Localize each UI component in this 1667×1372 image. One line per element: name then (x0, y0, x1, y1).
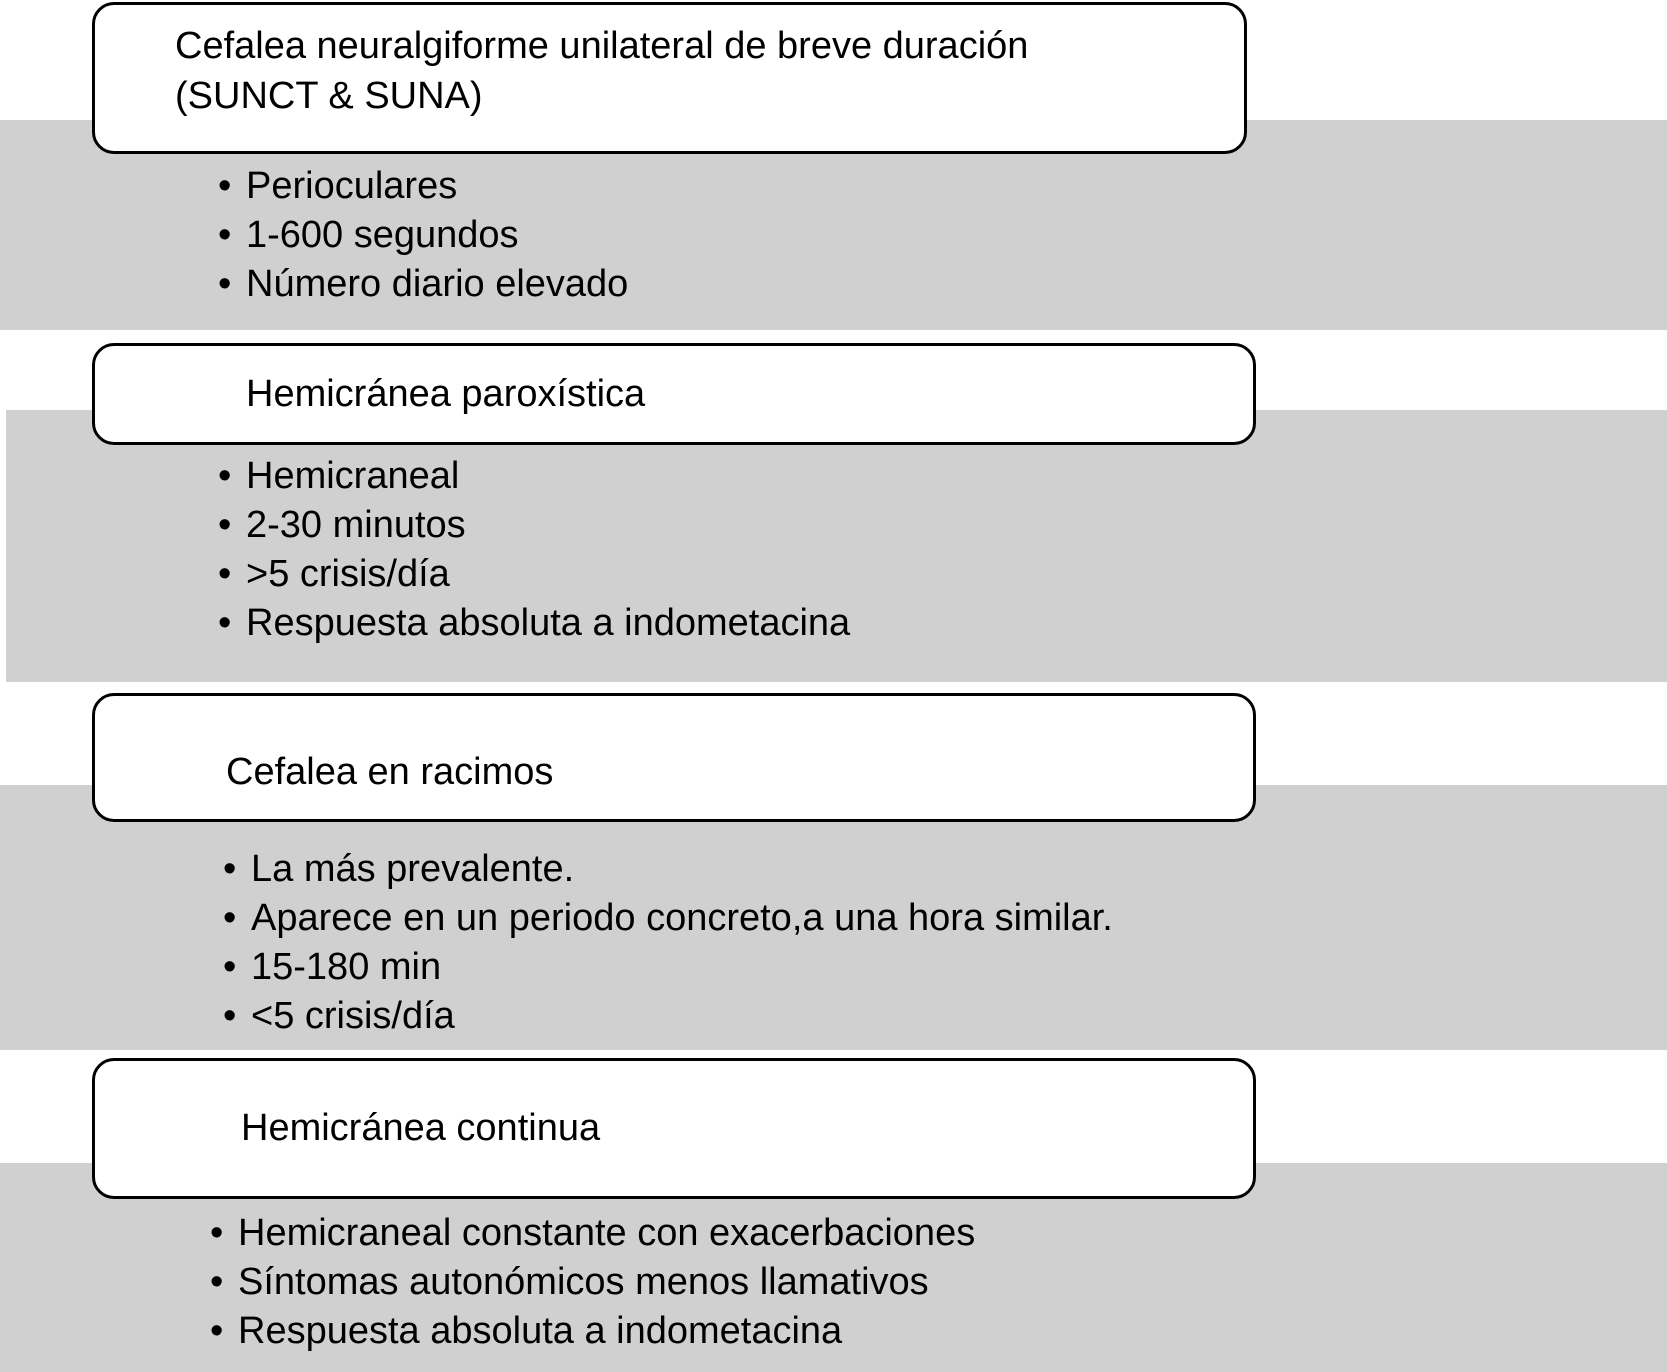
list-item: • Respuesta absoluta a indometacina (210, 1307, 975, 1356)
section-title-racimos: Cefalea en racimos (226, 751, 554, 793)
list-item: • Hemicraneal constante con exacerbaciones (210, 1209, 975, 1258)
list-item: • Síntomas autonómicos menos llamativos (210, 1258, 975, 1307)
bullet-list-paroxistica (218, 452, 850, 648)
list-item: • >5 crisis/día (218, 550, 850, 599)
section-box-racimos (92, 693, 1256, 822)
list-item: • Número diario elevado (218, 260, 628, 309)
list-item: • <5 crisis/día (223, 992, 1113, 1041)
section-title-sunct: Cefalea neuralgiforme unilateral de breve duración (SUNCT & SUNA) (175, 25, 1029, 117)
section-box-sunct (92, 2, 1247, 154)
list-item: • 1-600 segundos (218, 211, 628, 260)
section-title-continua: Hemicránea continua (241, 1107, 601, 1149)
section-box-paroxistica (92, 343, 1256, 445)
bullet-list-continua (210, 1209, 975, 1356)
list-item: • Aparece en un periodo concreto,a una hora similar. (223, 894, 1113, 943)
list-item: • La más prevalente. (223, 845, 1113, 894)
section-title-paroxistica: Hemicránea paroxística (246, 373, 646, 415)
list-item: • Respuesta absoluta a indometacina (218, 599, 850, 648)
list-item: • Hemicraneal (218, 452, 850, 501)
bullet-list-sunct (218, 162, 628, 309)
list-item: • Perioculares (218, 162, 628, 211)
section-box-continua (92, 1058, 1256, 1199)
bullet-list-racimos (223, 845, 1113, 1041)
list-item: • 2-30 minutos (218, 501, 850, 550)
list-item: • 15-180 min (223, 943, 1113, 992)
